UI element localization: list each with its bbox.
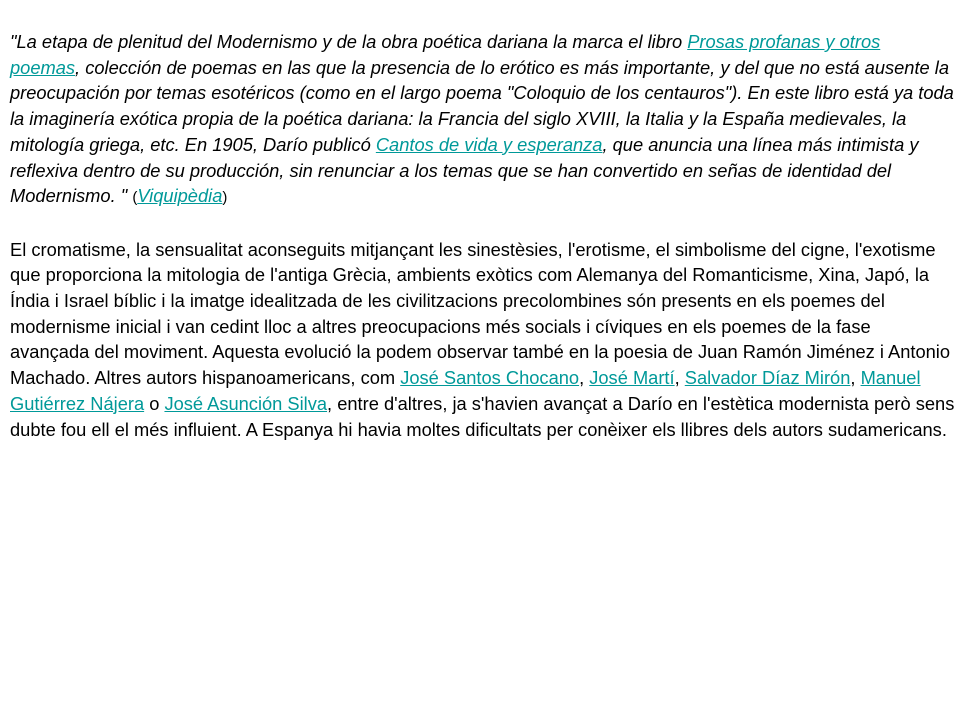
source-close-paren: ) — [222, 189, 228, 207]
quote-paragraph — [10, 29, 955, 211]
body-paragraph — [10, 237, 955, 443]
body-sep-4: o — [144, 392, 165, 414]
link-prosas-profanas[interactable]: Prosas profanas y otros poemas — [10, 31, 881, 78]
paragraph-gap — [10, 211, 955, 237]
link-jose-santos-chocano[interactable]: José Santos Chocano — [400, 367, 580, 389]
link-manuel-gutierrez-najera[interactable]: Manuel Gutiérrez Nájera — [10, 367, 921, 414]
document-page — [10, 29, 955, 442]
quote-text-2: , colección de poemas en las que la presencia de lo erótico es más importante, y del que no está ausente la preocupación por temas esotéricos (como en el largo poema "Coloquio de los centauros"). En este libro está ya toda la imaginería exótica propia de la poética dariana: la Francia del siglo XVIII, la Italia y la España medievales, la mitología griega, etc. En 1905, Darío publicó — [10, 56, 954, 155]
quote-text-3: , que anuncia una línea más intimista y reflexiva dentro de su producción, sin renunciar a los temas que se han convertido en señas de identidad del Modernismo. " — [10, 133, 919, 207]
link-salvador-diaz-miron[interactable]: Salvador Díaz Mirón — [684, 367, 851, 389]
quote-text-1: "La etapa de plenitud del Modernismo y de la obra poética dariana la marca el libro — [10, 31, 688, 52]
link-viquipedia[interactable]: Viquipèdia — [137, 185, 223, 207]
body-text-1: El cromatisme, la sensualitat aconseguits mitjançant les sinestèsies, l'erotisme, el simbolisme del cigne, l'exotisme que proporciona la mitologia de l'antiga Grècia, ambients exòtics com Alemanya del Romanticisme, Xina, Japó, la Índia i Israel bíblic i la imatge idealitzada de les civilitzacions precolombines són presents en els poemes del modernisme inicial i van cedint lloc a altres preocupacions més socials i cíviques en els poemes de la fase avançada del moviment. Aquesta evolució la podem observar també en la poesia de Juan Ramón Jiménez i Antonio Machado. Altres autors hispanoamericans, com — [10, 238, 951, 389]
body-text-2: , entre d'altres, ja s'havien avançat a Darío en l'estètica modernista però sens dubte fou ell el més influient. A Espanya hi havia moltes dificultats per conèixer els llibres dels autors sudamericans. — [10, 392, 955, 440]
body-sep-3: , — [850, 367, 861, 389]
link-cantos-de-vida[interactable]: Cantos de vida y esperanza — [375, 133, 603, 155]
source-open-paren: ( — [132, 189, 138, 207]
body-sep-2: , — [674, 367, 685, 389]
body-sep-1: , — [579, 367, 590, 389]
link-jose-asuncion-silva[interactable]: José Asunción Silva — [164, 392, 328, 414]
link-jose-marti[interactable]: José Martí — [589, 367, 675, 389]
